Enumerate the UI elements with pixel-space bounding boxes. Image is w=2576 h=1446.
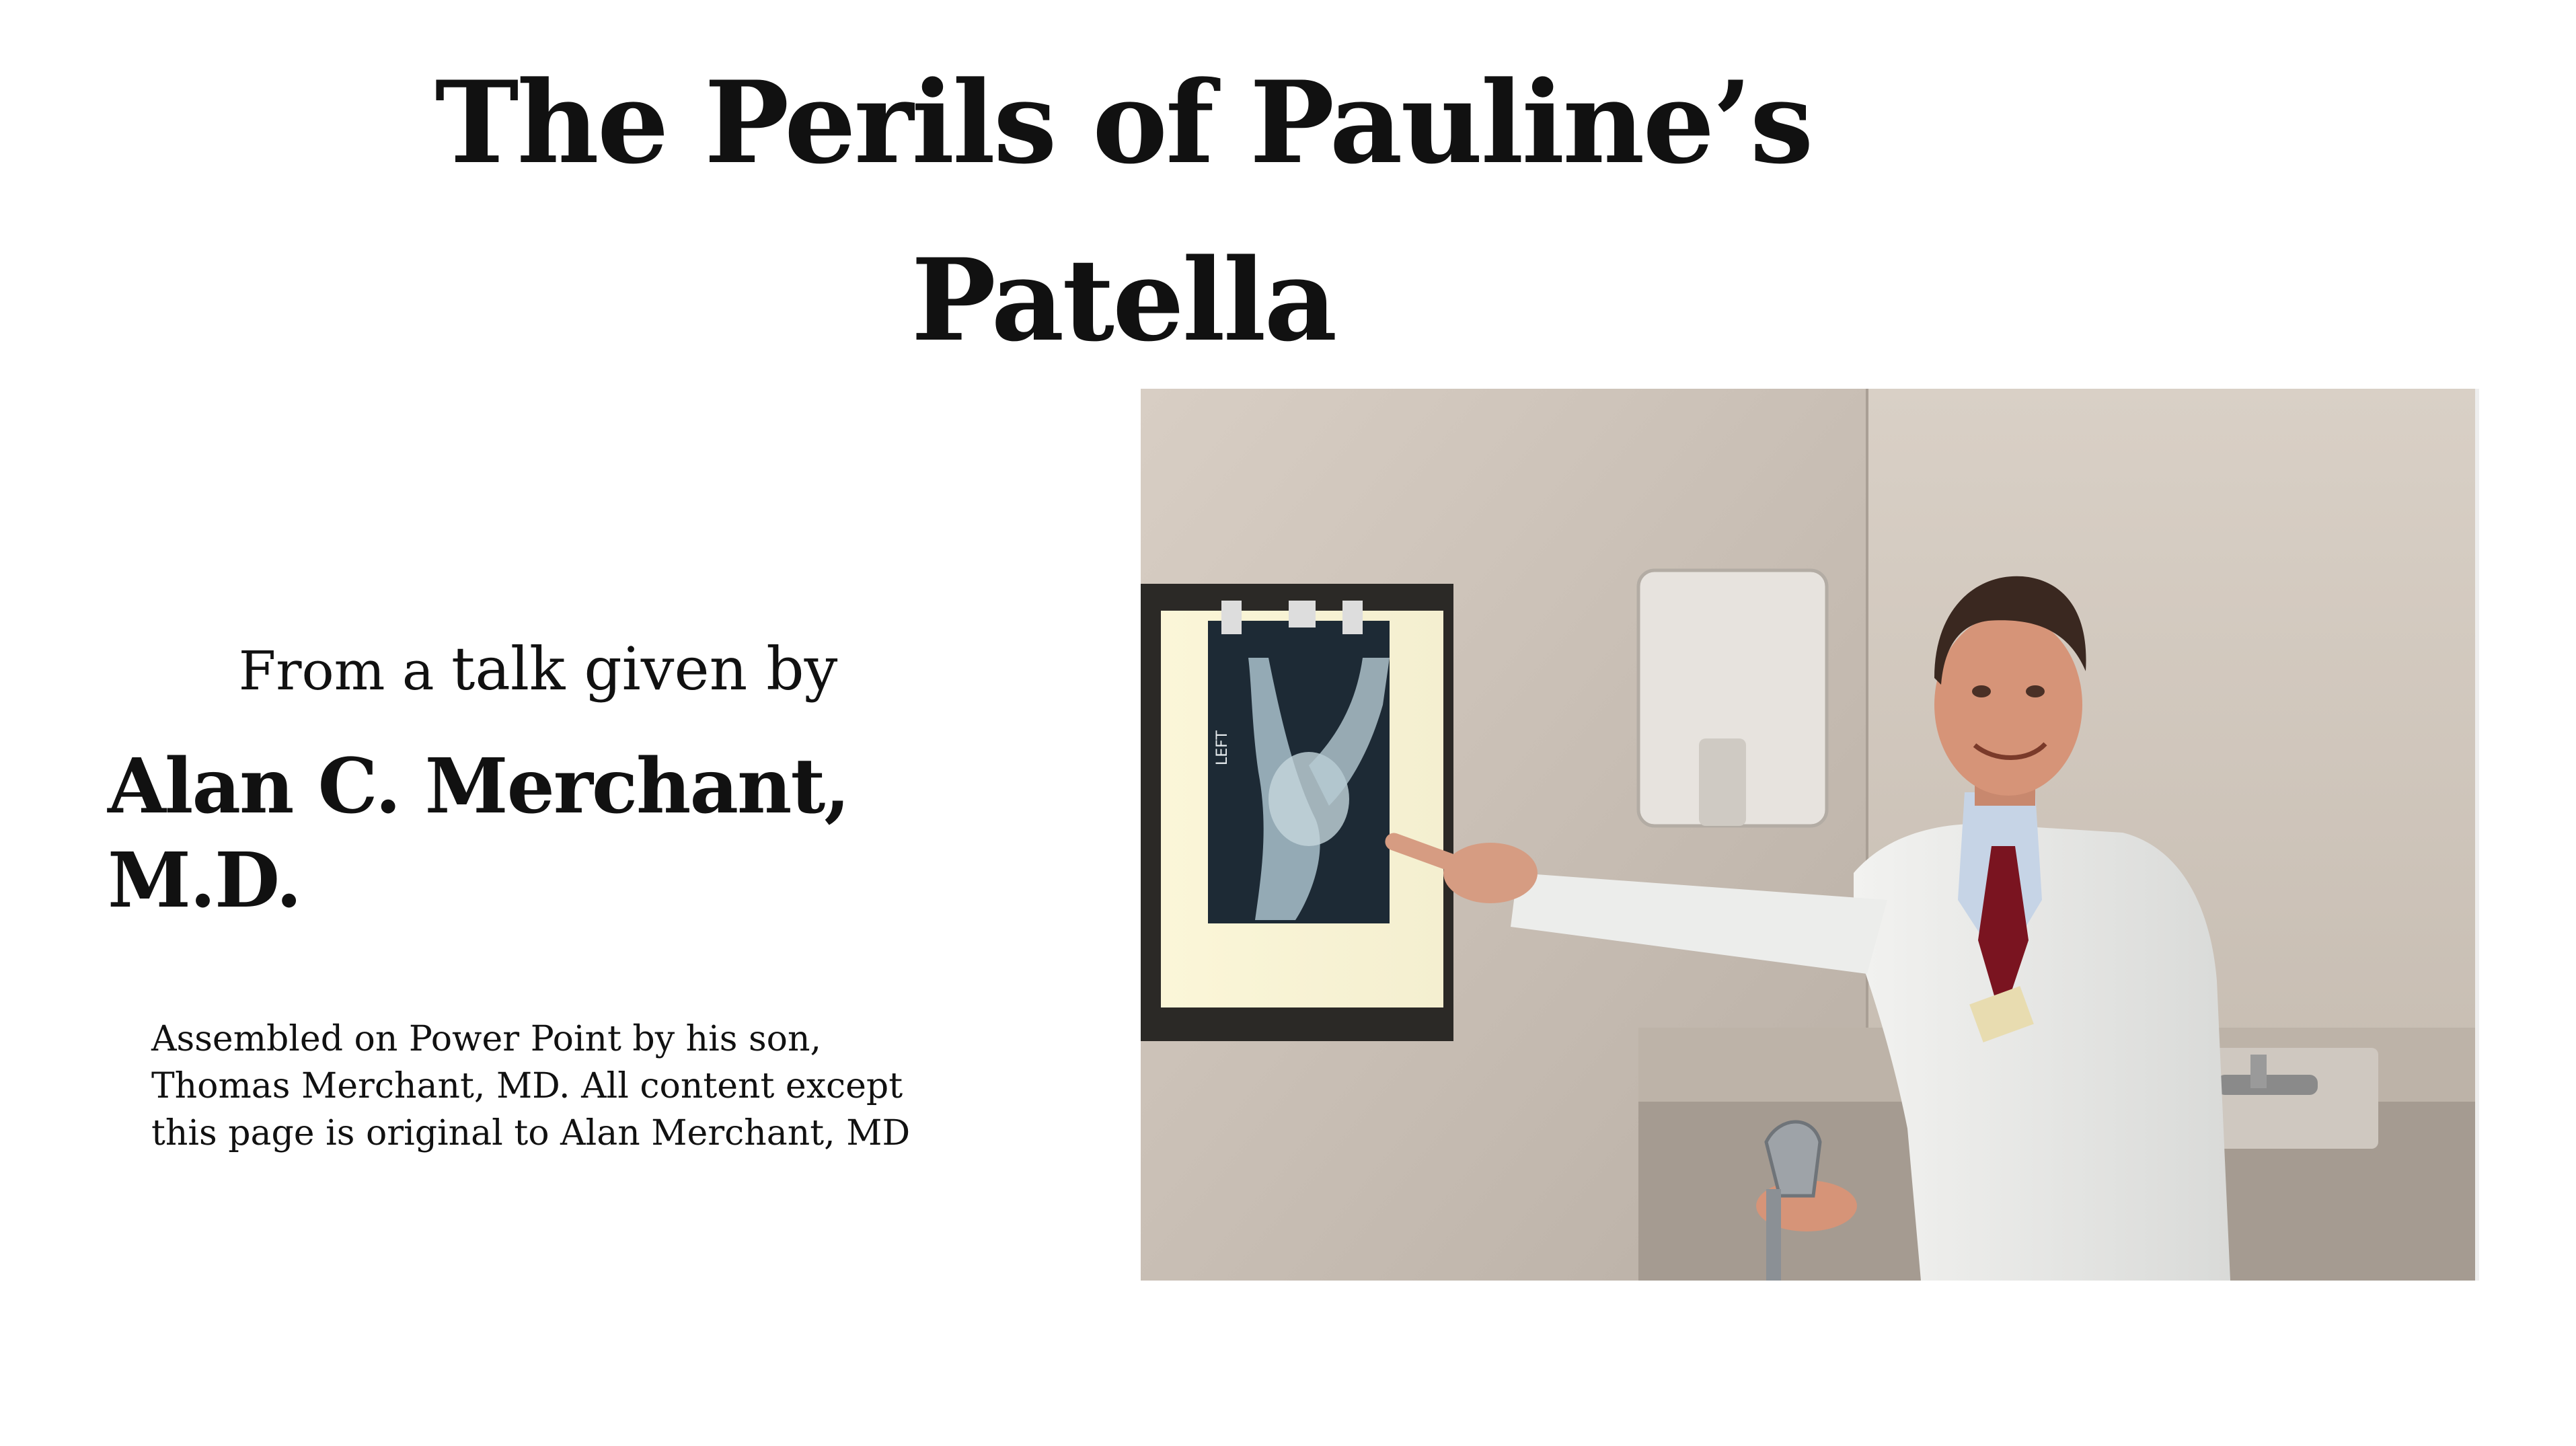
slide-title xyxy=(404,34,1843,389)
credit-line-2: Thomas Merchant, MD. All content except xyxy=(151,1066,903,1106)
byline-intro xyxy=(135,632,942,708)
byline-from-a: From a xyxy=(238,640,434,702)
title-line-2: Patella xyxy=(911,233,1336,367)
doctor-photo xyxy=(1141,389,2475,1281)
author-name: Alan C. Merchant, M.D. xyxy=(108,743,849,925)
credit-note xyxy=(151,1016,911,1157)
faucet xyxy=(2217,1075,2318,1095)
byline xyxy=(108,632,942,925)
title-line-1: The Perils of Pauline’s xyxy=(434,56,1812,189)
byline-talk-given-by: talk given by xyxy=(451,634,838,703)
credit-line-3: this page is original to Alan Merchant, MD xyxy=(151,1113,911,1153)
doctor-face xyxy=(1934,614,2082,796)
credit-line-1: Assembled on Power Point by his son, xyxy=(151,1019,821,1059)
xray-marker-label: LEFT xyxy=(1214,730,1231,765)
